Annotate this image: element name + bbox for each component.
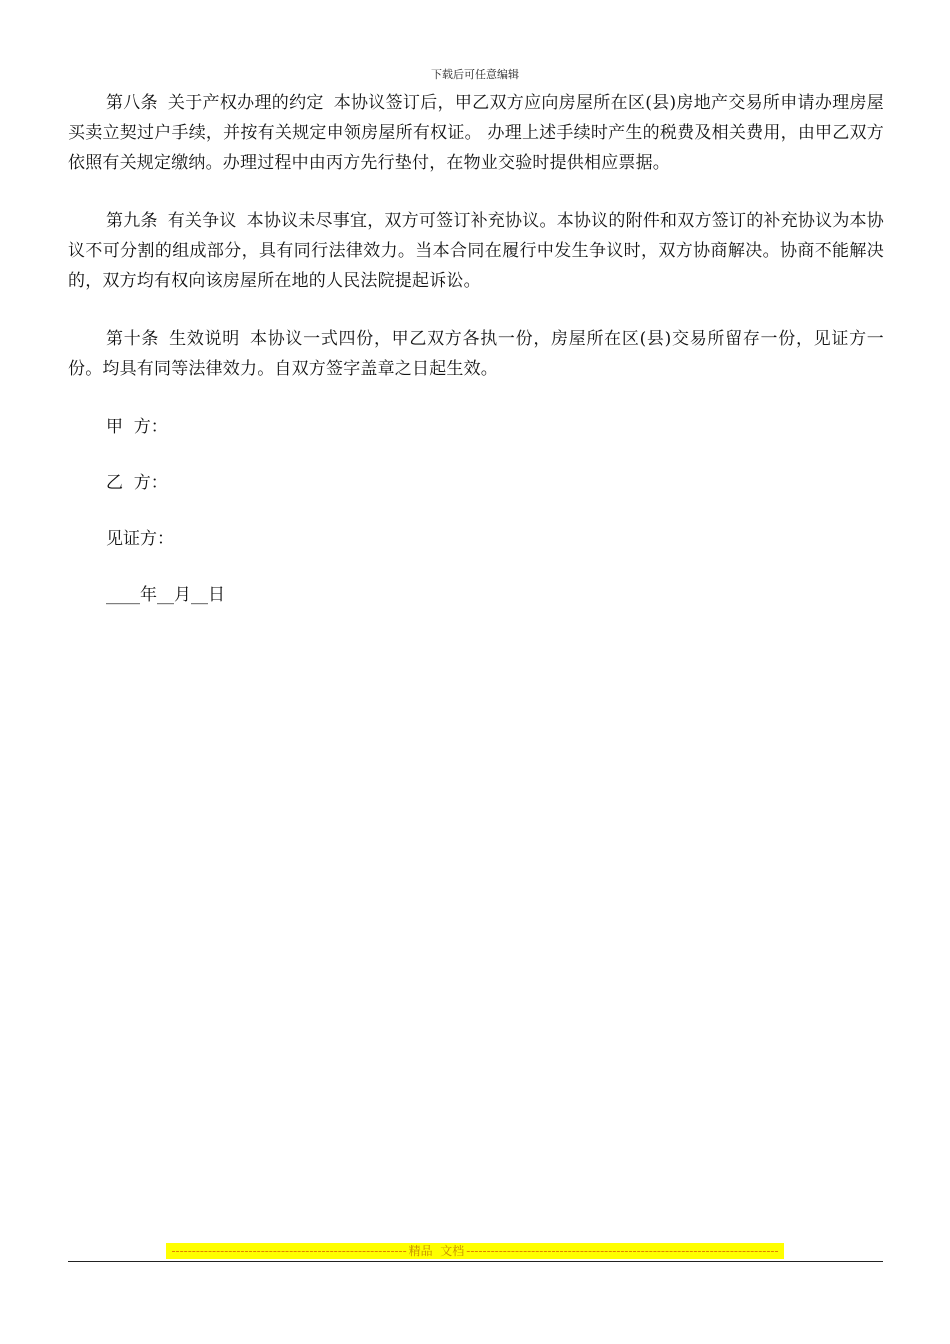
article-8-subject: 关于产权办理的约定 <box>167 93 324 113</box>
signing-date: ____年__月__日 <box>106 585 225 605</box>
article-10-subject: 生效说明 <box>169 329 240 349</box>
article-9-body: 本协议未尽事宜，双方可签订补充协议。本协议的附件和双方签订的补充协议为本协议不可分割的组成部分，具有同行法律效力。当本合同在履行中发生争议时，双方协商解决。协商不能解决的，双方均有权向该房屋所在地的人民法院提起诉讼。 <box>68 211 884 291</box>
footer-divider <box>68 1261 883 1262</box>
article-9 <box>68 206 884 296</box>
witness-signature: 见证方： <box>106 529 174 549</box>
footer-dashes-right: ----------------------------------------------------------------------------- <box>466 1244 779 1258</box>
article-8-number: 第八条 <box>106 93 158 113</box>
footer-label: 精品 文档 <box>408 1244 465 1258</box>
article-10-body: 本协议一式四份，甲乙双方各执一份，房屋所在区(县)交易所留存一份，见证方一份。均具有同等法律效力。自双方签字盖章之日起生效。 <box>68 329 884 379</box>
article-8 <box>68 88 884 178</box>
article-10-number: 第十条 <box>106 329 160 349</box>
article-9-number: 第九条 <box>106 211 158 231</box>
document-body <box>68 88 884 636</box>
footer-banner <box>166 1243 784 1259</box>
article-10 <box>68 324 884 384</box>
party-a-signature: 甲 方： <box>106 417 168 437</box>
party-b-signature: 乙 方： <box>106 473 168 493</box>
header-note: 下载后可任意编辑 <box>431 68 519 81</box>
footer-dashes-left: ---------------------------------------------------------- <box>171 1244 407 1258</box>
article-8-body: 本协议签订后，甲乙双方应向房屋所在区(县)房地产交易所申请办理房屋买卖立契过户手续，并按有关规定申领房屋所有权证。 办理上述手续时产生的税费及相关费用，由甲乙双方依照有关规定缴纳。办理过程中由丙方先行垫付，在物业交验时提供相应票据。 <box>68 93 884 173</box>
article-9-subject: 有关争议 <box>167 211 237 231</box>
